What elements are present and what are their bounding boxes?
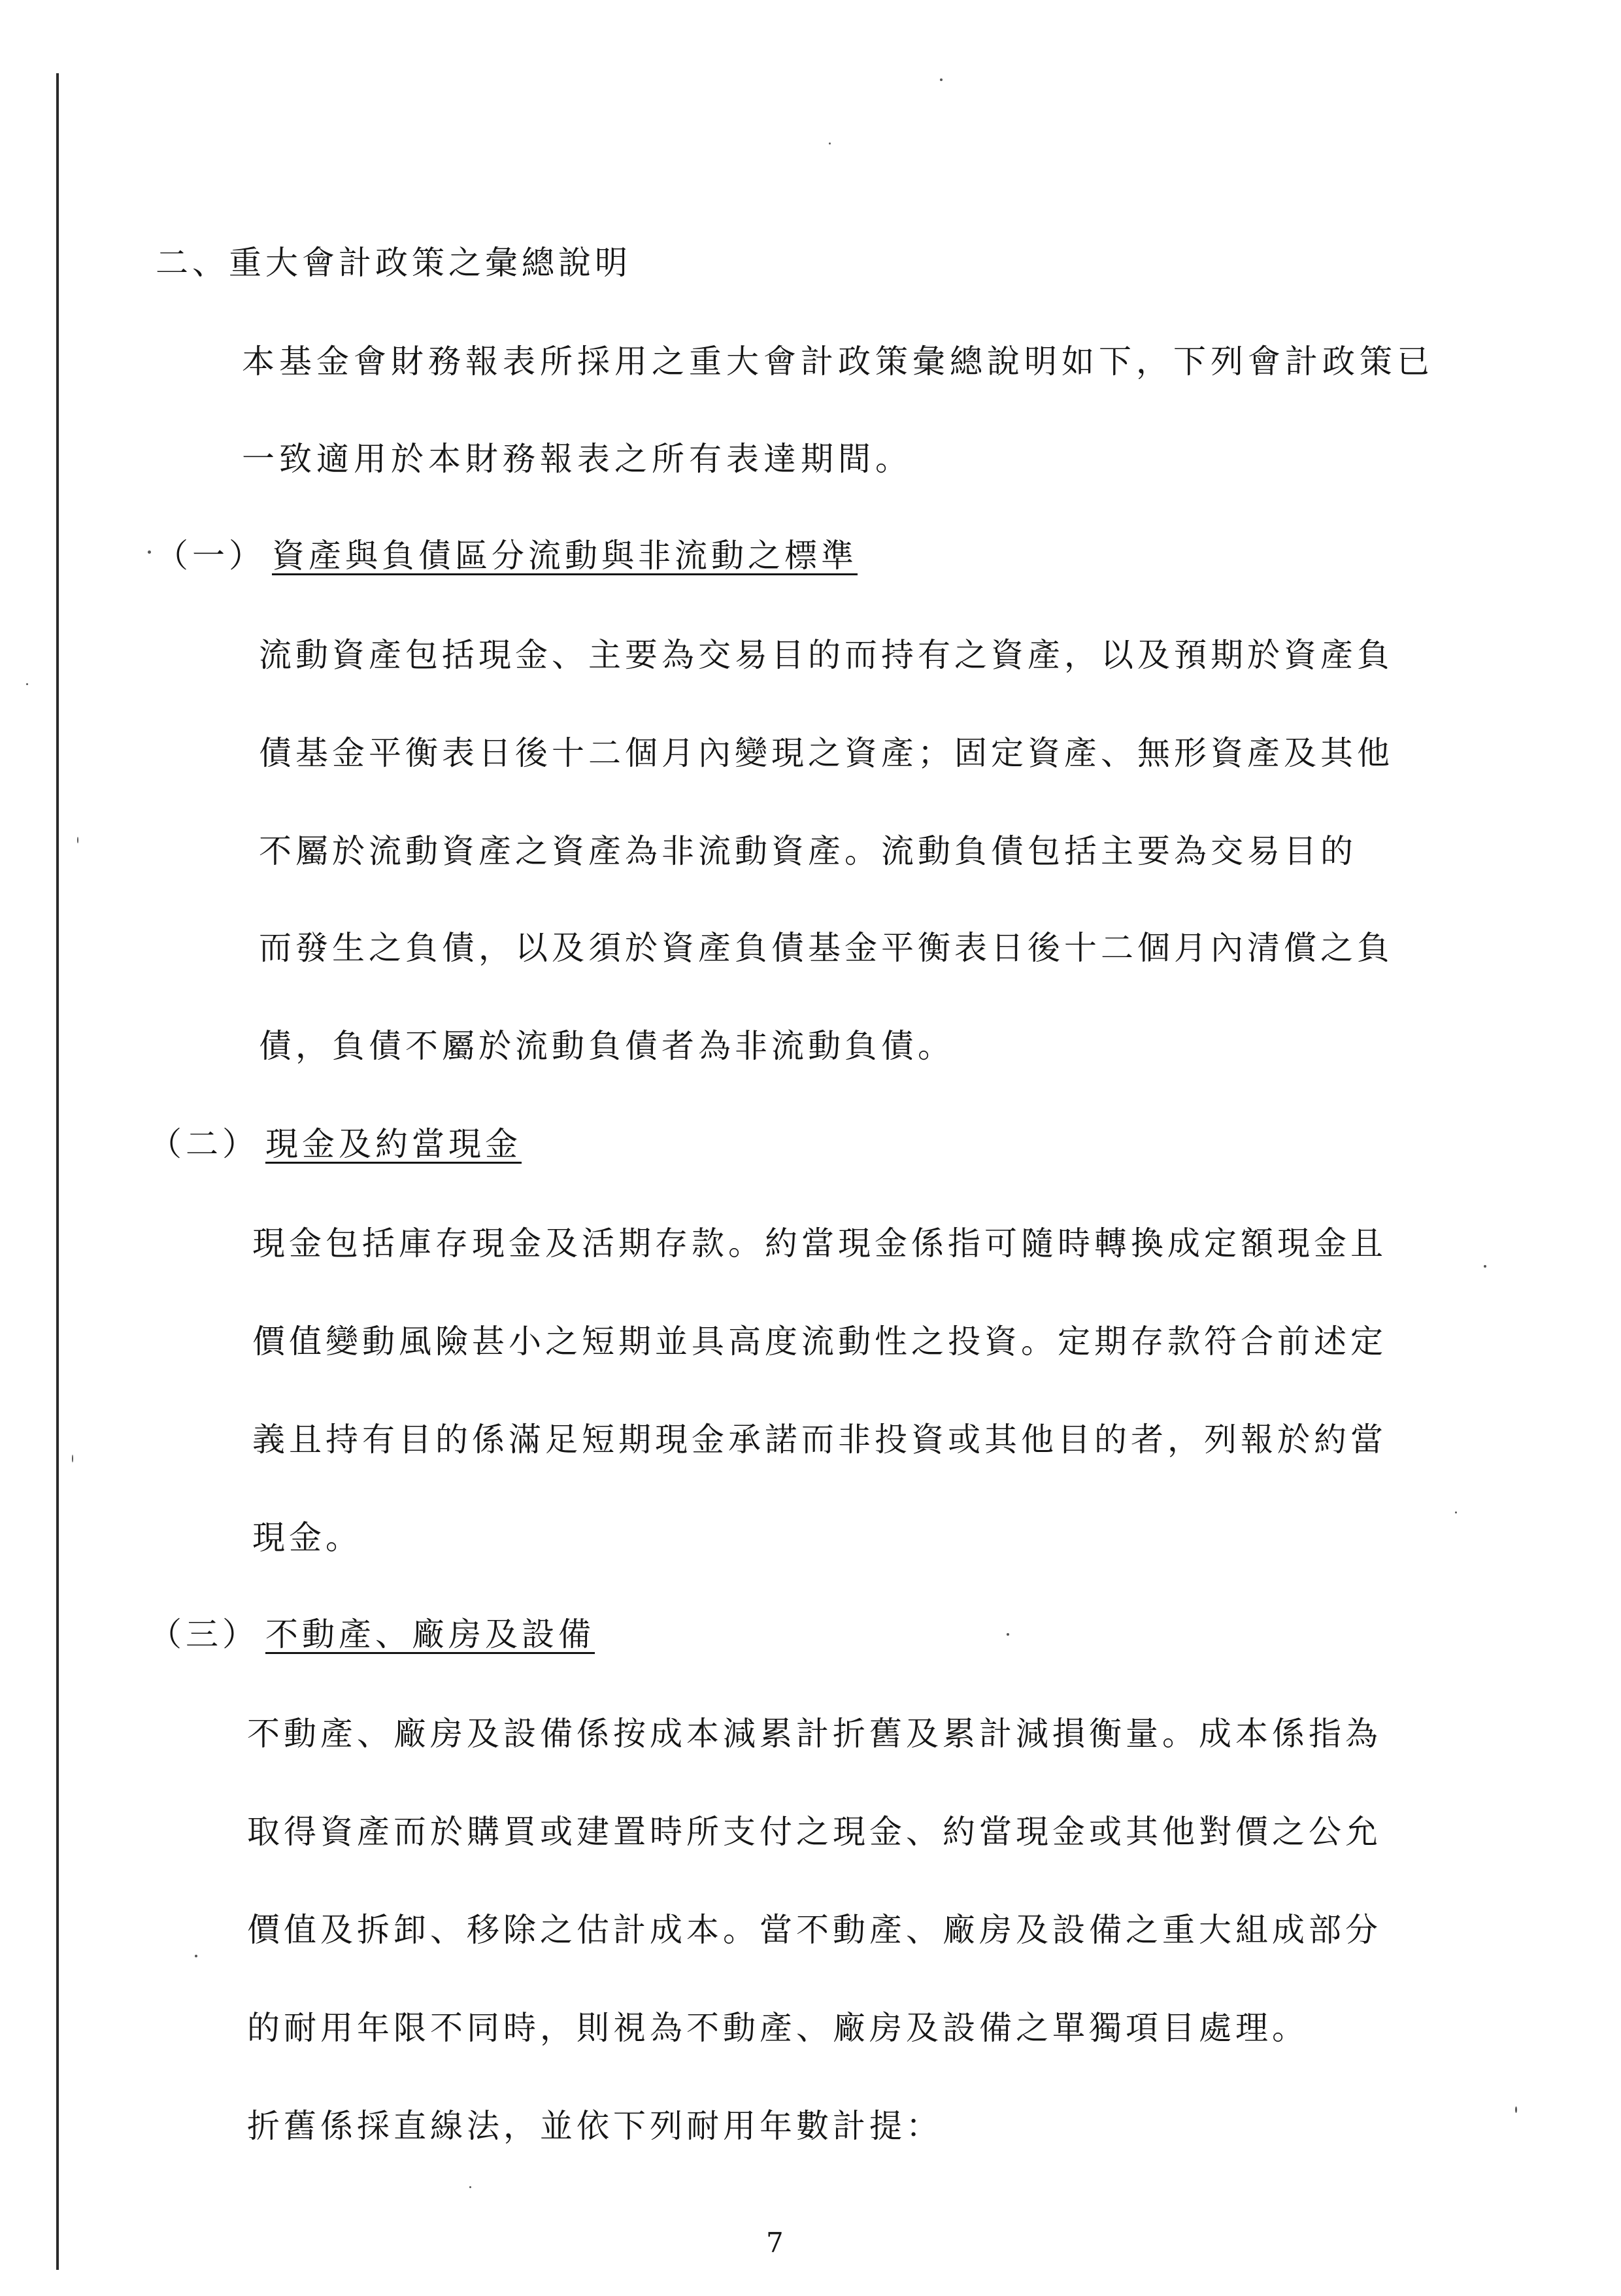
subsection-3-line-2: 取得資產而於購買或建置時所支付之現金、約當現金或其他對價之公允 [247, 1813, 1382, 1851]
subsection-3-line-3: 價值及拆卸、移除之估計成本。當不動產、廠房及設備之重大組成部分 [247, 1911, 1382, 1949]
scan-speck [1007, 1633, 1009, 1636]
subsection-title-3: 不動產、廠房及設備 [265, 1615, 595, 1653]
subsection-3-line-4: 的耐用年限不同時，則視為不動產、廠房及設備之單獨項目處理。 [247, 2009, 1309, 2047]
page-left-border [56, 73, 59, 2270]
subsection-1-line-2: 債基金平衡表日後十二個月內變現之資產；固定資產、無形資產及其他 [259, 734, 1394, 772]
subsection-2-line-3: 義且持有目的係滿足短期現金承諾而非投資或其他目的者，列報於約當 [252, 1421, 1387, 1459]
subsection-3-line-5: 折舊係採直線法，並依下列耐用年數計提： [247, 2107, 943, 2145]
subsection-heading-1 [156, 536, 858, 575]
scan-speck [26, 683, 28, 685]
scan-speck [829, 143, 831, 144]
scan-speck [1515, 2106, 1517, 2113]
section-title: 二、重大會計政策之彙總說明 [156, 244, 631, 282]
subsection-title-1: 資產與負債區分流動與非流動之標準 [272, 537, 858, 575]
intro-line-1: 本基金會財務報表所採用之重大會計政策彙總說明如下，下列會計政策已 [242, 343, 1434, 380]
subsection-title-2: 現金及約當現金 [265, 1125, 522, 1163]
subsection-label-3: （三） [149, 1615, 259, 1653]
scan-speck [148, 550, 151, 554]
subsection-heading-3 [149, 1615, 595, 1654]
subsection-1-line-4: 而發生之負債，以及須於資產負債基金平衡表日後十二個月內清償之負 [259, 929, 1394, 967]
subsection-heading-2 [149, 1124, 522, 1164]
scan-speck [72, 1455, 73, 1462]
subsection-1-line-5: 債，負債不屬於流動負債者為非流動負債。 [259, 1027, 954, 1065]
page-number: 7 [766, 2227, 784, 2259]
subsection-1-line-1: 流動資產包括現金、主要為交易目的而持有之資產，以及預期於資產負 [259, 636, 1394, 674]
subsection-3-line-1: 不動產、廠房及設備係按成本減累計折舊及累計減損衡量。成本係指為 [247, 1715, 1382, 1753]
scan-speck [469, 2186, 471, 2188]
scan-speck [195, 1955, 197, 1957]
subsection-1-line-3: 不屬於流動資產之資產為非流動資產。流動負債包括主要為交易目的 [259, 832, 1357, 870]
scan-speck [1484, 1265, 1486, 1268]
intro-line-2: 一致適用於本財務報表之所有表達期間。 [242, 440, 912, 478]
subsection-2-line-1: 現金包括庫存現金及活期存款。約當現金係指可隨時轉換成定額現金且 [252, 1224, 1387, 1262]
subsection-2-line-2: 價值變動風險甚小之短期並具高度流動性之投資。定期存款符合前述定 [252, 1323, 1387, 1360]
scan-speck [1455, 1511, 1457, 1513]
subsection-label-2: （二） [149, 1125, 259, 1163]
scan-speck [77, 837, 78, 843]
subsection-label-1: （一） [156, 537, 265, 575]
subsection-2-line-4: 現金。 [252, 1519, 362, 1557]
scan-speck [940, 78, 943, 81]
